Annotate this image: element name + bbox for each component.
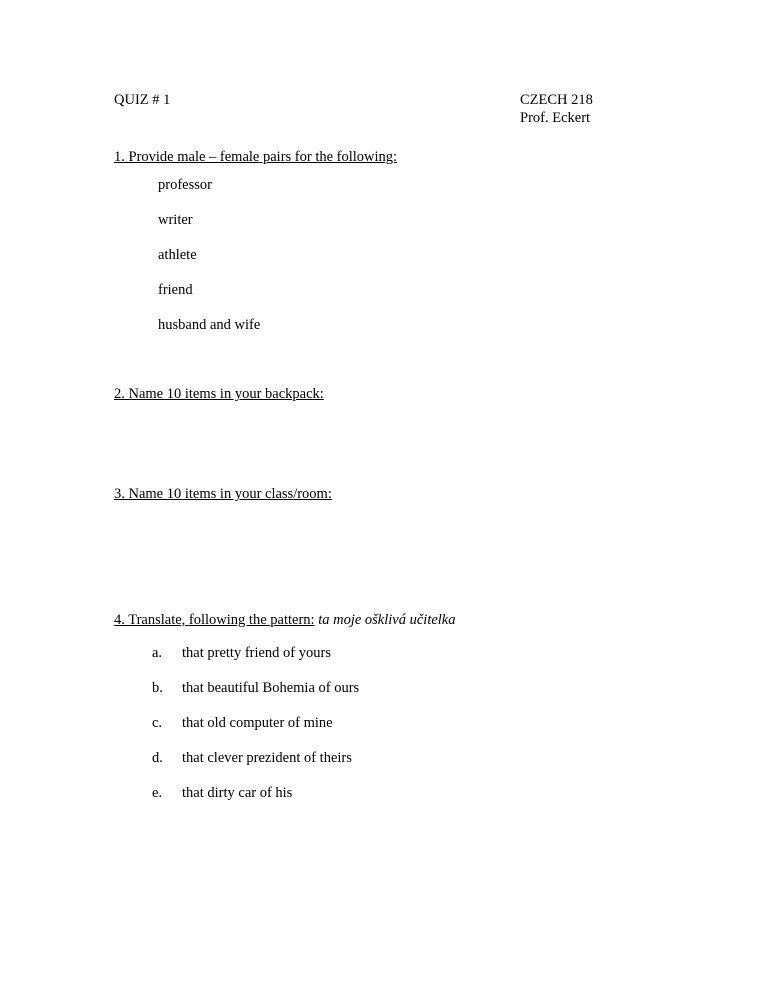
- instructor-name: Prof. Eckert: [520, 110, 591, 126]
- q4-item: [152, 785, 293, 802]
- course-code: CZECH 218: [520, 92, 593, 108]
- q1-item: friend: [158, 282, 193, 298]
- q4-item-letter: d.: [152, 750, 163, 766]
- q1-item: husband and wife: [158, 317, 261, 333]
- quiz-title: QUIZ # 1: [114, 92, 171, 108]
- question-4-prompt: [114, 612, 456, 629]
- q1-item: professor: [158, 177, 212, 193]
- question-1-prompt: 1. Provide male – female pairs for the following:: [114, 149, 398, 165]
- q1-item: writer: [158, 212, 193, 228]
- q4-item-text: that dirty car of his: [182, 785, 293, 801]
- q4-item: [152, 715, 333, 732]
- q1-item: athlete: [158, 247, 197, 263]
- q4-item: [152, 680, 360, 697]
- q4-item-text: that pretty friend of yours: [182, 645, 331, 661]
- q4-item-text: that beautiful Bohemia of ours: [182, 680, 360, 696]
- question-3-prompt: 3. Name 10 items in your class/room:: [114, 486, 332, 502]
- q4-item-letter: b.: [152, 680, 163, 696]
- q4-item-letter: a.: [152, 645, 163, 661]
- q4-item-text: that old computer of mine: [182, 715, 333, 731]
- question-4-pattern: ta moje ošklivá učitelka: [318, 612, 456, 628]
- q4-item-text: that clever prezident of theirs: [182, 750, 352, 766]
- q4-item: [152, 645, 331, 662]
- q4-item-letter: e.: [152, 785, 163, 801]
- q4-item: [152, 750, 352, 767]
- q4-item-letter: c.: [152, 715, 163, 731]
- question-2-prompt: 2. Name 10 items in your backpack:: [114, 386, 324, 402]
- question-4-instruction: 4. Translate, following the pattern:: [114, 612, 315, 628]
